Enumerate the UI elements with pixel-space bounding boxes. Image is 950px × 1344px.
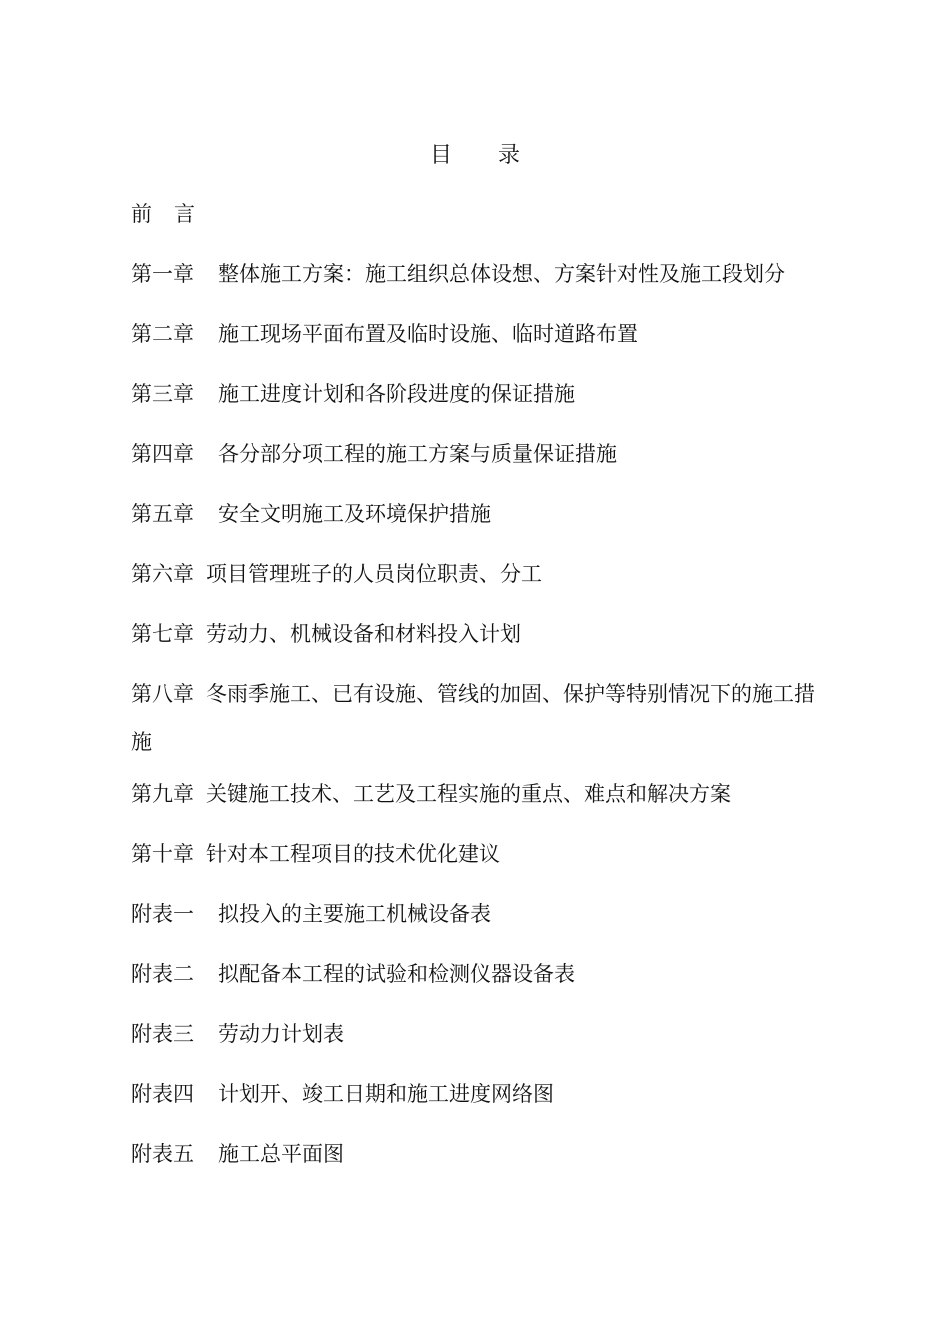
toc-item-label: 附表四	[131, 1082, 194, 1106]
toc-title-char-1: 目	[429, 143, 452, 168]
toc-item-text: 针对本工程项目的技术优化建议	[206, 842, 500, 866]
toc-item-appendix-1	[131, 898, 831, 930]
toc-item-chapter-4	[131, 438, 831, 470]
toc-item-label: 附表五	[131, 1142, 194, 1166]
toc-item-label: 第一章	[131, 262, 194, 286]
toc-item-chapter-9	[131, 778, 831, 810]
toc-item-chapter-3	[131, 378, 831, 410]
toc-item-label: 第七章	[131, 622, 194, 646]
toc-item-text: 项目管理班子的人员岗位职责、分工	[206, 562, 542, 586]
toc-list	[131, 198, 831, 1198]
toc-item-chapter-5	[131, 498, 831, 530]
toc-item-label: 第二章	[131, 322, 194, 346]
toc-item-text: 施工进度计划和各阶段进度的保证措施	[218, 382, 575, 406]
toc-item-label: 附表二	[131, 962, 194, 986]
toc-item-chapter-8	[131, 670, 831, 766]
toc-item-label: 附表三	[131, 1022, 194, 1046]
toc-item-label: 第五章	[131, 502, 194, 526]
toc-item-label: 第九章	[131, 782, 194, 806]
toc-item-chapter-10	[131, 838, 831, 870]
toc-item-label: 第六章	[131, 562, 194, 586]
toc-item-appendix-2	[131, 958, 831, 990]
toc-item-text: 各分部分项工程的施工方案与质量保证措施	[218, 442, 617, 466]
toc-item-text: 冬雨季施工、已有设施、管线的加固、保护等特别情况下的施工措施	[131, 682, 815, 754]
toc-item-text: 整体施工方案：施工组织总体设想、方案针对性及施工段划分	[218, 262, 785, 286]
toc-item-label: 附表一	[131, 902, 194, 926]
toc-item-text: 拟配备本工程的试验和检测仪器设备表	[218, 962, 575, 986]
toc-item-text: 劳动力计划表	[218, 1022, 344, 1046]
toc-item-text: 计划开、竣工日期和施工进度网络图	[218, 1082, 554, 1106]
toc-title-char-2: 录	[498, 143, 521, 168]
preface-char-1: 前	[131, 202, 152, 226]
toc-item-text: 施工现场平面布置及临时设施、临时道路布置	[218, 322, 638, 346]
toc-item-text: 劳动力、机械设备和材料投入计划	[206, 622, 521, 646]
toc-item-appendix-5	[131, 1138, 831, 1170]
toc-item-text: 拟投入的主要施工机械设备表	[218, 902, 491, 926]
toc-item-chapter-6	[131, 558, 831, 590]
toc-item-appendix-4	[131, 1078, 831, 1110]
toc-item-appendix-3	[131, 1018, 831, 1050]
toc-item-label: 第四章	[131, 442, 194, 466]
toc-item-text: 施工总平面图	[218, 1142, 344, 1166]
preface-char-2: 言	[174, 202, 195, 226]
toc-item-chapter-7	[131, 618, 831, 650]
toc-item-chapter-1	[131, 258, 831, 290]
toc-item-text: 关键施工技术、工艺及工程实施的重点、难点和解决方案	[206, 782, 731, 806]
toc-item-text: 安全文明施工及环境保护措施	[218, 502, 491, 526]
toc-item-label: 第三章	[131, 382, 194, 406]
toc-item-chapter-2	[131, 318, 831, 350]
toc-item-label: 第八章	[131, 682, 194, 706]
toc-item-preface	[131, 198, 831, 230]
toc-title	[0, 140, 950, 172]
toc-item-label: 第十章	[131, 842, 194, 866]
